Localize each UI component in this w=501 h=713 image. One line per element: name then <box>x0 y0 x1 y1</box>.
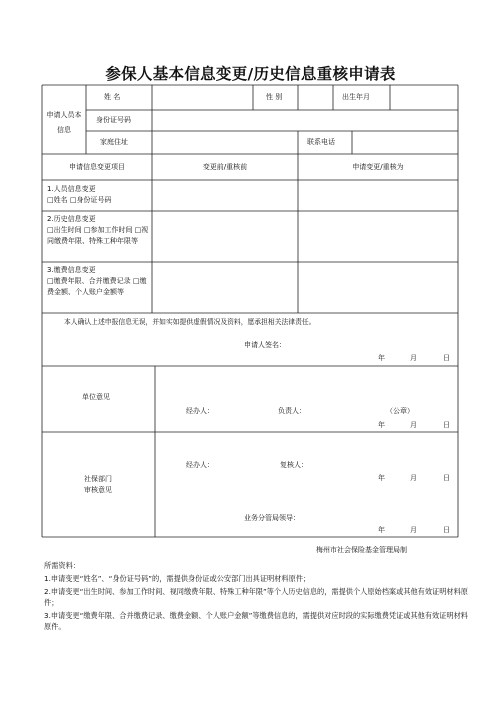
after-header: 申请变更/重核为 <box>352 163 404 171</box>
item-personal-options: □姓名 □身份证号码 <box>47 196 112 204</box>
item-personal-title: 1.人员信息变更 <box>47 185 96 193</box>
leader-year: 年 <box>378 526 385 534</box>
pledge-day: 日 <box>443 354 450 362</box>
unit-day: 日 <box>443 421 450 429</box>
notes-heading: 所需资料： <box>44 561 80 570</box>
social-day: 日 <box>443 474 450 482</box>
form-title: 参保人基本信息变更/历史信息重核申请表 <box>105 65 396 83</box>
pledge-month: 月 <box>410 354 417 362</box>
unit-year: 年 <box>378 421 385 429</box>
social-month: 月 <box>410 474 417 482</box>
birth-date-label: 出生年月 <box>342 93 370 101</box>
unit-handler-label: 经办人： <box>186 407 214 415</box>
phone-label: 联系电话 <box>307 138 335 146</box>
item-payment-title: 3.缴费信息变更 <box>47 266 96 274</box>
leader-month: 月 <box>410 526 417 534</box>
applicant-info-label: 申请人员本信息 <box>46 111 82 134</box>
note-2: 2.申请变更“出生时间、参加工作时间、视同缴费年限、特殊工种年限”等个人历史信息的，需提供个人原始档案或其他有效证明材料原件； <box>44 587 468 607</box>
unit-principal-label: 负责人： <box>278 407 306 415</box>
before-header: 变更前/重核前 <box>202 163 248 171</box>
name-label: 姓 名 <box>104 93 121 101</box>
social-handler-label: 经办人： <box>186 461 214 469</box>
change-item-header: 申请信息变更项目 <box>69 163 125 171</box>
item-history-info <box>47 214 151 247</box>
leader-label: 业务分管局领导： <box>244 514 300 522</box>
item-personal-info <box>47 184 151 206</box>
note-3: 3.申请变更“缴费年限、合并缴费记录、缴费金额、个人账户金额”等缴费信息的，需提供对应时段的实际缴费凭证或其他有效证明材料原件。 <box>44 611 468 631</box>
social-review-label: 社保部门 审核意见 <box>84 475 112 494</box>
unit-month: 月 <box>410 421 417 429</box>
item-payment-info <box>47 265 151 298</box>
social-reviewer-label: 复核人： <box>280 461 308 469</box>
issuer-text: 梅州市社会保险基金管理局制 <box>316 546 407 554</box>
unit-seal-label: （公章） <box>386 407 414 415</box>
home-address-label: 家庭住址 <box>100 138 128 146</box>
note-1: 1.申请变更“姓名”、“身份证号码”的，需提供身份证或公安部门出具证明材料原件； <box>44 574 311 583</box>
gender-label: 性 别 <box>266 93 283 101</box>
item-payment-options: □缴费年限、合并缴费记录 □缴费金额、个人账户金额等 <box>47 277 147 296</box>
id-number-label: 身份证号码 <box>96 116 131 124</box>
pledge-year: 年 <box>378 354 385 362</box>
applicant-signature-label: 申请人签名： <box>244 341 286 349</box>
unit-opinion-label: 单位意见 <box>82 393 110 401</box>
item-history-title: 2.历史信息变更 <box>47 215 96 223</box>
pledge-text: 本人确认上述申报信息无误，并如实如提供虚假情况及资料，愿承担相关法律责任。 <box>64 318 316 326</box>
leader-day: 日 <box>443 526 450 534</box>
item-history-options: □出生时间 □参加工作时间 □视同缴费年限、特殊工种年限等 <box>47 226 149 245</box>
social-year: 年 <box>378 474 385 482</box>
required-documents-notes <box>44 560 474 632</box>
